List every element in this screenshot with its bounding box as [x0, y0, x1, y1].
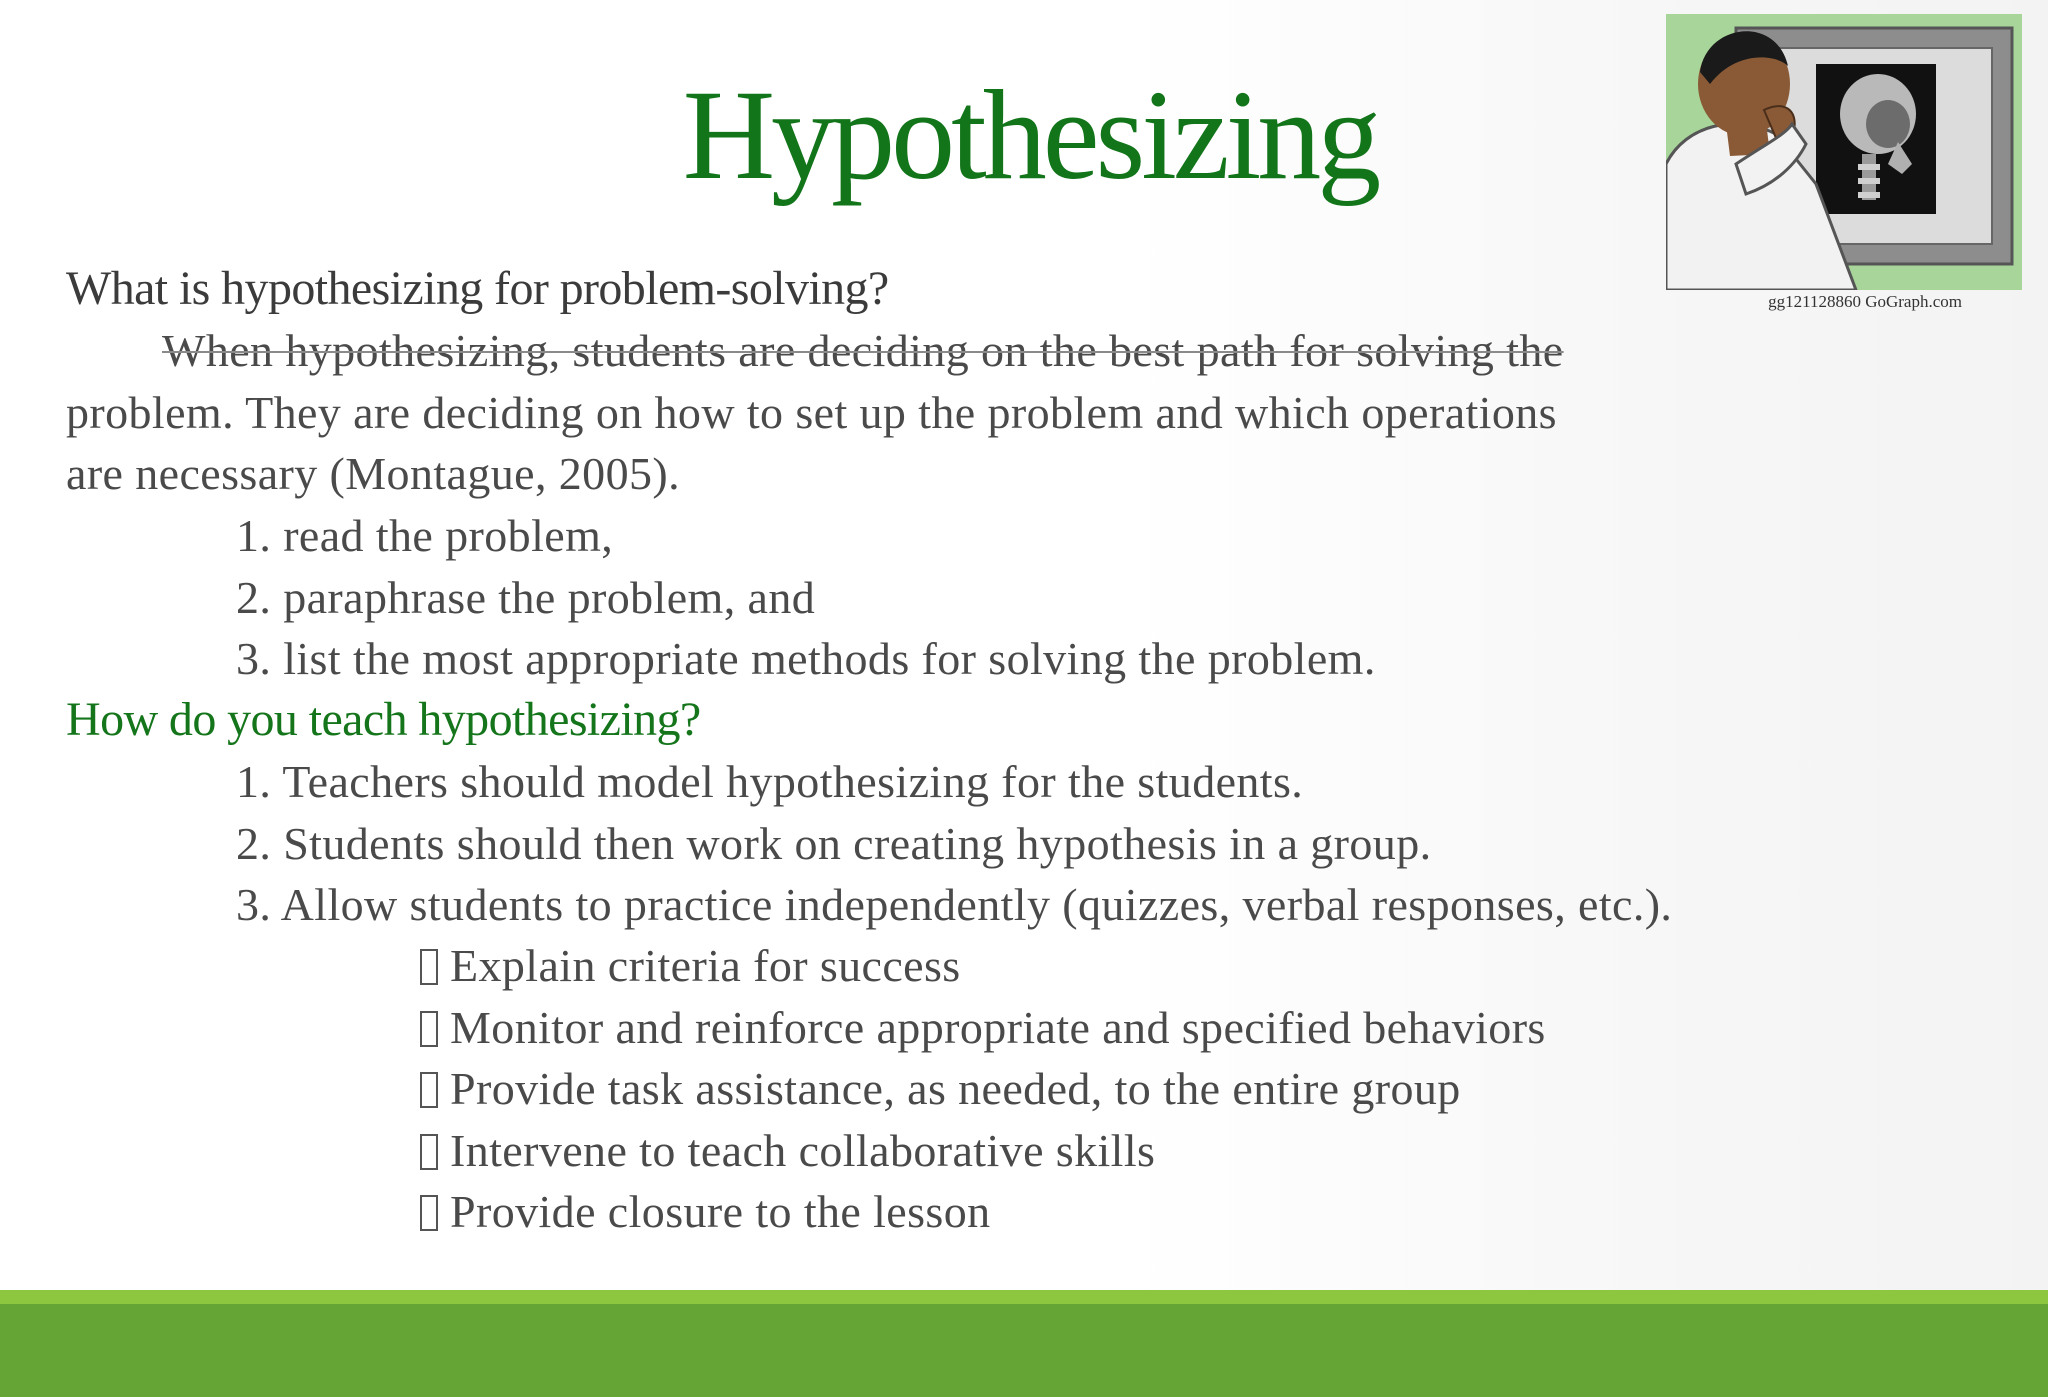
list-item: 3. list the most appropriate methods for solving the problem. — [236, 633, 1376, 684]
paragraph-line: problem. They are deciding on how to set up the problem and which operations — [66, 386, 1557, 438]
bullet-text: Explain criteria for success — [450, 940, 961, 991]
list-item: 3. Allow students to practice independently (quizzes, verbal responses, etc.). — [236, 879, 1673, 930]
bullet-text: Provide closure to the lesson — [450, 1186, 991, 1237]
paragraph-line: are necessary (Montague, 2005). — [66, 448, 680, 499]
image-credit: gg121128860 GoGraph.com — [1768, 292, 1962, 311]
list-item — [420, 1120, 1546, 1182]
bullet-text: Monitor and reinforce appropriate and specified behaviors — [450, 1001, 1546, 1053]
bullet-text: Provide task assistance, as needed, to the entire group — [450, 1063, 1461, 1114]
footer-band-dark — [0, 1304, 2048, 1397]
hypothesizing-steps-list — [236, 505, 1376, 690]
list-item — [420, 997, 1546, 1059]
teacher-tasks-list — [420, 935, 1546, 1243]
list-item — [420, 935, 1546, 997]
teaching-steps-list — [236, 751, 1672, 936]
bullet-box-icon — [420, 1134, 438, 1170]
list-item: 1. Teachers should model hypothesizing for the students. — [236, 756, 1304, 807]
clipart-image — [1666, 14, 2022, 290]
list-item: 2. Students should then work on creating hypothesis in a group. — [236, 817, 1432, 869]
definition-paragraph — [66, 320, 1996, 505]
list-item: 1. read the problem, — [236, 510, 614, 561]
bullet-box-icon — [420, 1011, 438, 1047]
list-item — [420, 1058, 1546, 1120]
list-item — [420, 1181, 1546, 1243]
bullet-box-icon — [420, 949, 438, 985]
bullet-box-icon — [420, 1072, 438, 1108]
section-heading-how: How do you teach hypothesizing? — [66, 693, 701, 746]
footer-band-light — [0, 1290, 2048, 1304]
paragraph-line: When hypothesizing, students are deciding on the best path for solving the — [162, 325, 1564, 376]
bullet-text: Intervene to teach collaborative skills — [450, 1124, 1156, 1176]
list-item: 2. paraphrase the problem, and — [236, 571, 816, 623]
slide-title: Hypothesizing — [682, 64, 1378, 206]
bullet-box-icon — [420, 1195, 438, 1231]
section-heading-what: What is hypothesizing for problem-solving? — [66, 262, 889, 315]
doctor-xray-icon — [1666, 14, 2022, 290]
